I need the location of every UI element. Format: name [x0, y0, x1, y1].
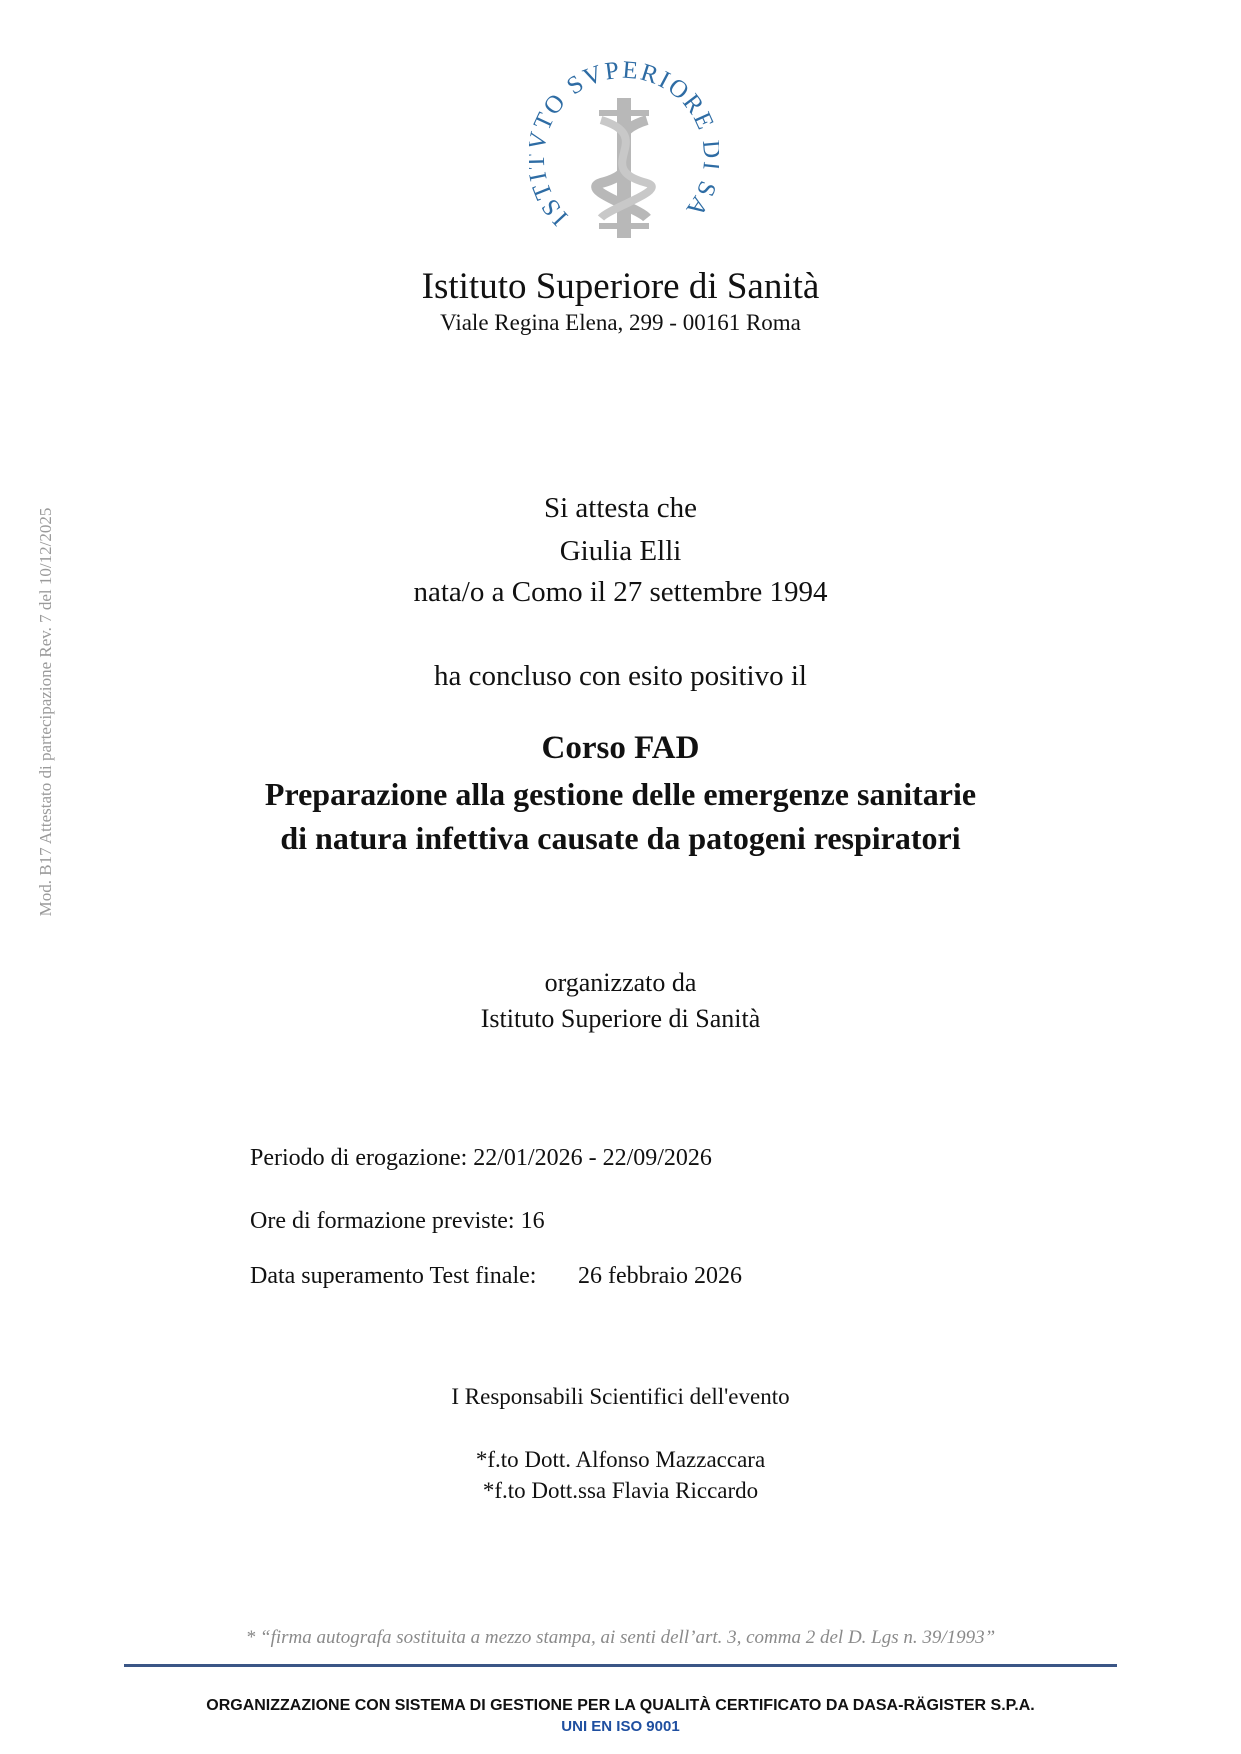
- final-test-date: 26 febbraio 2026: [578, 1263, 742, 1289]
- signer-2: *f.to Dott.ssa Flavia Riccardo: [482, 1478, 759, 1503]
- institute-name: Istituto Superiore di Sanità: [421, 266, 820, 307]
- organizer: Istituto Superiore di Sanità: [480, 1004, 761, 1033]
- signature-legal-note: * “firma autografa sostituita a mezzo stampa, ai senti dell’art. 3, comma 2 del D. Lgs n. 39/1993”: [245, 1627, 996, 1648]
- completion-text: ha concluso con esito positivo il: [434, 660, 807, 692]
- organized-by-label: organizzato da: [544, 968, 697, 997]
- course-title-line-2: di natura infettiva causate da patogeni respiratori: [280, 820, 961, 856]
- delivery-period: Periodo di erogazione: 22/01/2026 - 22/09/2026: [250, 1145, 712, 1171]
- intro-text: Si attesta che: [543, 492, 697, 524]
- participant-name: Giulia Elli: [559, 535, 682, 567]
- iso-standard: UNI EN ISO 9001: [561, 1718, 680, 1735]
- logo-ring-text: IST TO SVPERIORE SA: [529, 58, 719, 231]
- birth-info: nata/o a Como il 27 settembre 1994: [413, 576, 828, 608]
- footer-divider: [124, 1664, 1117, 1667]
- final-test-label: Data superamento Test finale:: [250, 1263, 537, 1289]
- signer-1: *f.to Dott. Alfonso Mazzaccara: [475, 1447, 766, 1472]
- quality-certification: ORGANIZZAZIONE CON SISTEMA DI GESTIONE PER LA QUALITÀ CERTIFICATO DA DASA-RÄGISTER S.P.A.: [206, 1697, 1035, 1714]
- course-type: Corso FAD: [541, 730, 700, 766]
- iss-logo: [529, 58, 719, 248]
- institute-address: Viale Regina Elena, 299 - 00161 Roma: [440, 310, 801, 335]
- signatures-heading: I Responsabili Scientifici dell'evento: [451, 1384, 790, 1409]
- training-hours: Ore di formazione previste: 16: [250, 1208, 545, 1234]
- course-title-line-1: Preparazione alla gestione delle emergenze sanitarie: [264, 776, 977, 812]
- form-revision-note: Mod. B17 Attestato di partecipazione Rev. 7 del 10/12/2025: [36, 507, 55, 917]
